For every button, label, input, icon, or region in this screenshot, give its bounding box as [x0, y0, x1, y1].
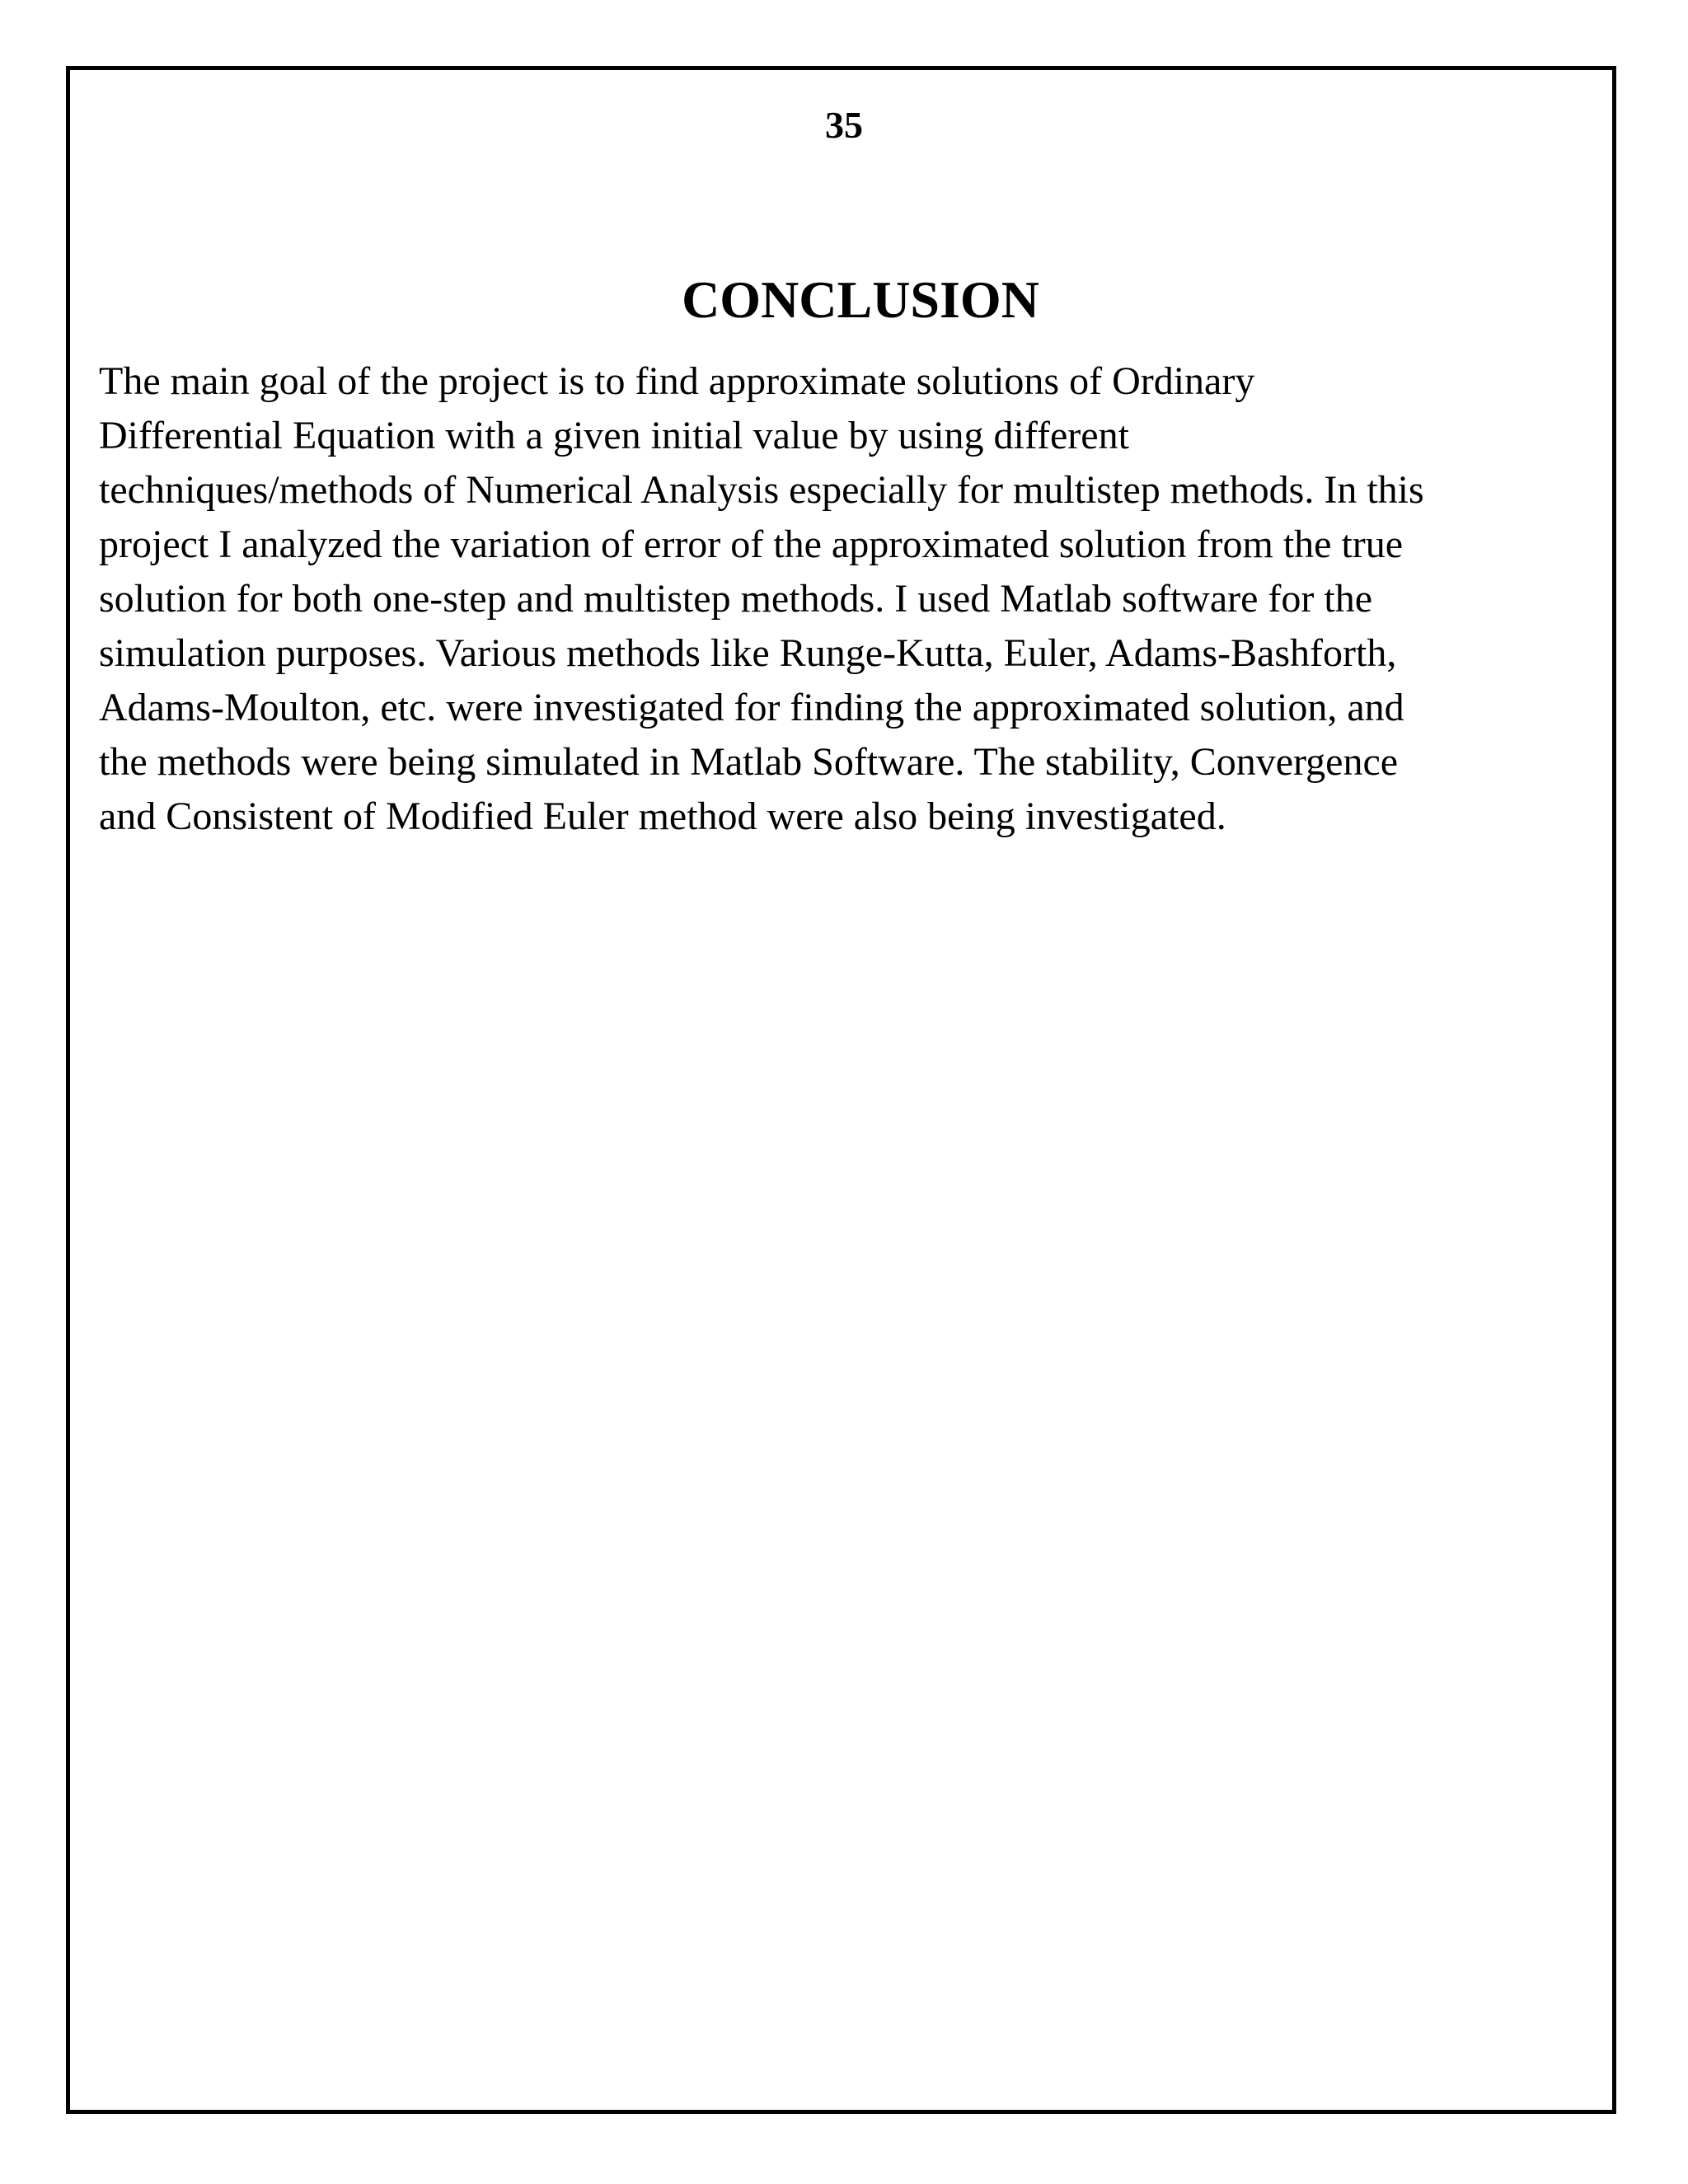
paragraph-line: the methods were being simulated in Matlab Software. The stability, Convergence [99, 740, 1399, 784]
section-title: CONCLUSION [682, 270, 1039, 329]
page-number: 35 [825, 104, 863, 146]
paragraph-line: simulation purposes. Various methods like Runge-Kutta, Euler, Adams-Bashforth, [99, 631, 1397, 675]
paragraph-line: Adams-Moulton, etc. were investigated for finding the approximated solution, and [99, 686, 1404, 729]
paragraph-line: techniques/methods of Numerical Analysis especially for multistep methods. In this [99, 468, 1424, 512]
paragraph-line: Differential Equation with a given initial value by using different [99, 414, 1129, 457]
paragraph-line: project I analyzed the variation of error of the approximated solution from the true [99, 523, 1404, 566]
conclusion-paragraph [99, 354, 1599, 844]
paragraph-line: solution for both one-step and multistep methods. I used Matlab software for the [99, 577, 1373, 621]
paragraph-line: and Consistent of Modified Euler method were also being investigated. [99, 794, 1226, 838]
paragraph-line: The main goal of the project is to find approximate solutions of Ordinary [99, 359, 1255, 403]
